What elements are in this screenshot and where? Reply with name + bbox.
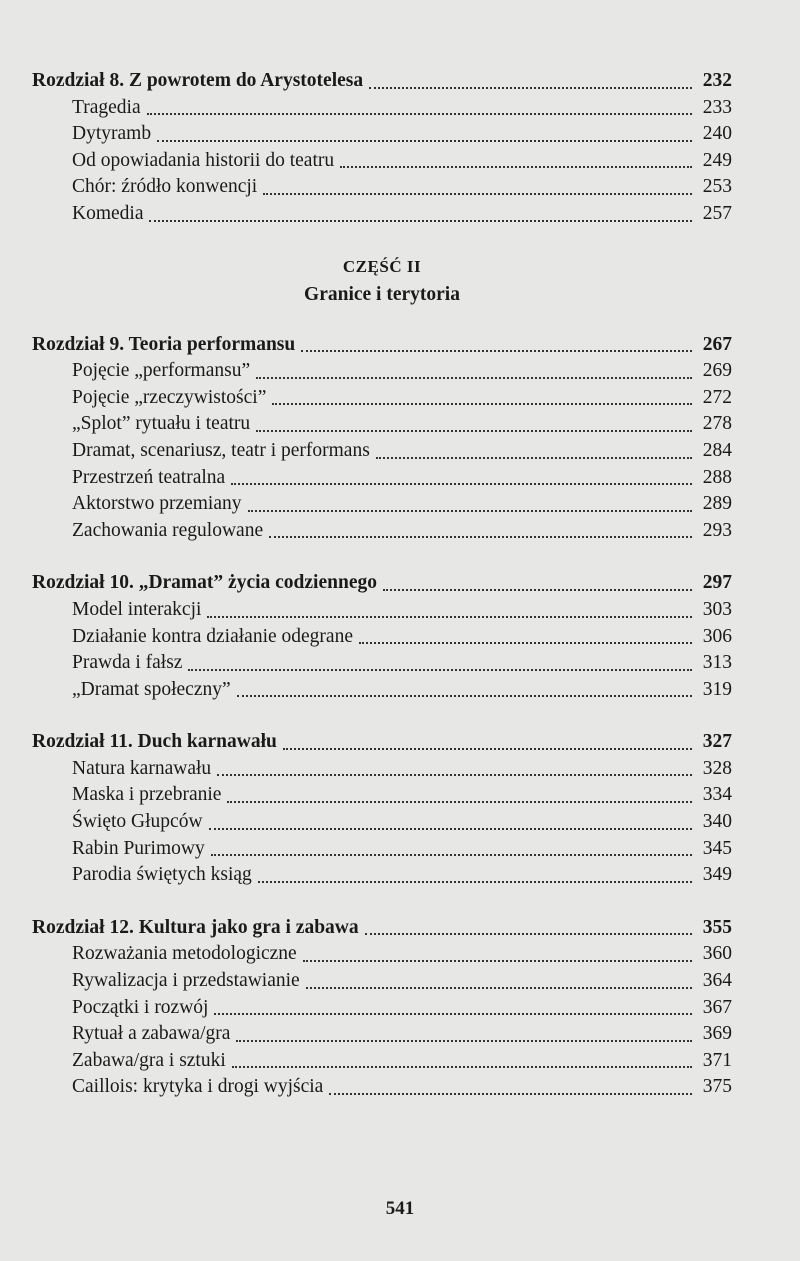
toc-chapter-heading[interactable] [32, 915, 732, 942]
toc-entry[interactable] [32, 756, 732, 783]
chapter-11 [32, 729, 732, 889]
dot-leader [369, 81, 692, 89]
toc-entry[interactable] [32, 358, 732, 385]
toc-entry[interactable] [32, 862, 732, 889]
entry-title: Dytyramb [72, 123, 152, 145]
dot-leader [365, 927, 692, 935]
page-ref: 267 [702, 333, 732, 355]
toc-entry[interactable] [32, 809, 732, 836]
dot-leader [217, 768, 692, 776]
toc-entry[interactable] [32, 1021, 732, 1048]
chapter-title: Rozdział 8. Z powrotem do Arystotelesa [32, 70, 364, 91]
chapter-title: Rozdział 10. „Dramat” życia codziennego [32, 572, 377, 594]
toc-entry[interactable] [32, 518, 732, 545]
entry-title: Zachowania regulowane [72, 519, 264, 541]
entry-title: Komedia [72, 202, 144, 224]
toc-entry[interactable] [32, 782, 732, 809]
dot-leader [283, 742, 692, 750]
dot-leader [209, 822, 692, 830]
entry-title: Rywalizacja i przedstawianie [72, 970, 300, 992]
entry-title: Rytuał a zabawa/gra [72, 1023, 231, 1045]
page-ref: 369 [702, 1023, 732, 1045]
page-ref: 349 [702, 864, 732, 886]
entry-title: Rozważania metodologiczne [72, 943, 297, 965]
dot-leader [207, 610, 692, 618]
toc-entry[interactable] [32, 968, 732, 995]
toc-entry[interactable] [32, 1074, 732, 1101]
toc-entry[interactable] [32, 411, 732, 438]
entry-title: Maska i przebranie [72, 784, 222, 806]
toc-chapter-heading[interactable] [32, 729, 732, 756]
page-ref: 355 [702, 916, 732, 938]
toc-entry[interactable] [32, 836, 732, 863]
part-label: CZĘŚĆ II [342, 256, 422, 276]
dot-leader [376, 451, 692, 459]
page-ref: 253 [702, 176, 732, 198]
chapter-title: Rozdział 9. Teoria performansu [32, 333, 296, 355]
toc-entry[interactable] [32, 95, 732, 122]
dot-leader [306, 981, 692, 989]
chapter-8 [32, 68, 732, 228]
entry-title: Chór: źródło konwencji [72, 176, 258, 198]
toc-entry[interactable] [32, 1048, 732, 1075]
toc-chapter-heading[interactable] [32, 332, 732, 359]
entry-title: Święto Głupców [72, 811, 203, 833]
dot-leader [258, 875, 692, 883]
entry-title: Caillois: krytyka i drogi wyjścia [72, 1076, 324, 1098]
entry-title: Rabin Purimowy [72, 837, 205, 859]
dot-leader [227, 795, 692, 803]
page-ref: 293 [702, 519, 732, 541]
dot-leader [157, 134, 692, 142]
page-ref: 303 [702, 598, 732, 620]
dot-leader [149, 214, 692, 222]
page-ref: 249 [702, 149, 732, 171]
entry-title: Aktorstwo przemiany [72, 493, 242, 515]
toc-entry[interactable] [32, 385, 732, 412]
page-ref: 272 [702, 386, 732, 408]
page-ref: 232 [702, 70, 732, 91]
dot-leader [188, 663, 692, 671]
entry-title: Parodia świętych ksiąg [72, 864, 252, 886]
entry-title: Przestrzeń teatralna [72, 466, 226, 488]
dot-leader [147, 107, 692, 115]
dot-leader [231, 477, 692, 485]
toc-entry[interactable] [32, 174, 732, 201]
dot-leader [272, 397, 692, 405]
entry-title: „Splot” rytuału i teatru [72, 413, 251, 435]
dot-leader [237, 689, 692, 697]
entry-title: Od opowiadania historii do teatru [72, 149, 335, 171]
page-ref: 284 [702, 439, 732, 461]
entry-title: Pojęcie „rzeczywistości” [72, 386, 267, 408]
page-ref: 257 [702, 202, 732, 224]
page-ref: 319 [702, 678, 732, 700]
entry-title: Model interakcji [72, 598, 202, 620]
page-ref: 375 [702, 1076, 732, 1098]
page-ref: 367 [702, 996, 732, 1018]
dot-leader [301, 344, 692, 352]
toc-entry[interactable] [32, 201, 732, 228]
dot-leader [303, 954, 692, 962]
toc-entry[interactable] [32, 677, 732, 704]
dot-leader [256, 371, 692, 379]
entry-title: Zabawa/gra i sztuki [72, 1049, 226, 1071]
page-ref: 345 [702, 837, 732, 859]
toc-entry[interactable] [32, 624, 732, 651]
part-heading [32, 254, 732, 310]
entry-title: Pojęcie „performansu” [72, 360, 251, 382]
entry-title: Początki i rozwój [72, 996, 209, 1018]
dot-leader [329, 1087, 692, 1095]
toc-entry[interactable] [32, 438, 732, 465]
chapter-title: Rozdział 12. Kultura jako gra i zabawa [32, 916, 359, 938]
page-ref: 240 [702, 123, 732, 145]
chapter-9 [32, 332, 732, 545]
dot-leader [340, 160, 692, 168]
entry-title: Działanie kontra działanie odegrane [72, 625, 353, 647]
page-ref: 340 [702, 811, 732, 833]
page-number: 541 [385, 1198, 415, 1219]
dot-leader [256, 424, 692, 432]
toc-chapter-heading[interactable] [32, 570, 732, 597]
dot-leader [232, 1060, 692, 1068]
toc-entry[interactable] [32, 121, 732, 148]
page-ref: 278 [702, 413, 732, 435]
page-ref: 328 [702, 757, 732, 779]
toc-entry[interactable] [32, 995, 732, 1022]
dot-leader [269, 530, 692, 538]
toc-entry[interactable] [32, 597, 732, 624]
page-ref: 233 [702, 96, 732, 118]
entry-title: Natura karnawału [72, 757, 212, 779]
dot-leader [214, 1007, 692, 1015]
dot-leader [248, 504, 692, 512]
part-title: Granice i terytoria [304, 283, 460, 305]
dot-leader [211, 848, 692, 856]
toc-entry[interactable] [32, 465, 732, 492]
dot-leader [263, 187, 692, 195]
entry-title: „Dramat społeczny” [72, 678, 231, 700]
toc-entry[interactable] [32, 941, 732, 968]
entry-title: Dramat, scenariusz, teatr i performans [72, 439, 370, 461]
dot-leader [236, 1034, 692, 1042]
toc-entry[interactable] [32, 650, 732, 677]
page-ref: 334 [702, 784, 732, 806]
toc-entry[interactable] [32, 491, 732, 518]
chapter-10 [32, 570, 732, 703]
entry-title: Tragedia [72, 96, 141, 118]
page-ref: 306 [702, 625, 732, 647]
entry-title: Prawda i fałsz [72, 652, 183, 674]
page-ref: 327 [702, 731, 732, 753]
dot-leader [359, 636, 692, 644]
page-ref: 289 [702, 493, 732, 515]
page-ref: 288 [702, 466, 732, 488]
page-ref: 360 [702, 943, 732, 965]
page-ref: 313 [702, 652, 732, 674]
table-of-contents [32, 68, 732, 1127]
page-ref: 371 [702, 1049, 732, 1071]
page-ref: 269 [702, 360, 732, 382]
page-ref: 364 [702, 970, 732, 992]
chapter-title: Rozdział 11. Duch karnawału [32, 731, 277, 753]
page-ref: 297 [702, 572, 732, 594]
toc-chapter-heading[interactable] [32, 68, 732, 95]
chapter-12 [32, 915, 732, 1101]
dot-leader [383, 583, 692, 591]
toc-entry[interactable] [32, 148, 732, 175]
